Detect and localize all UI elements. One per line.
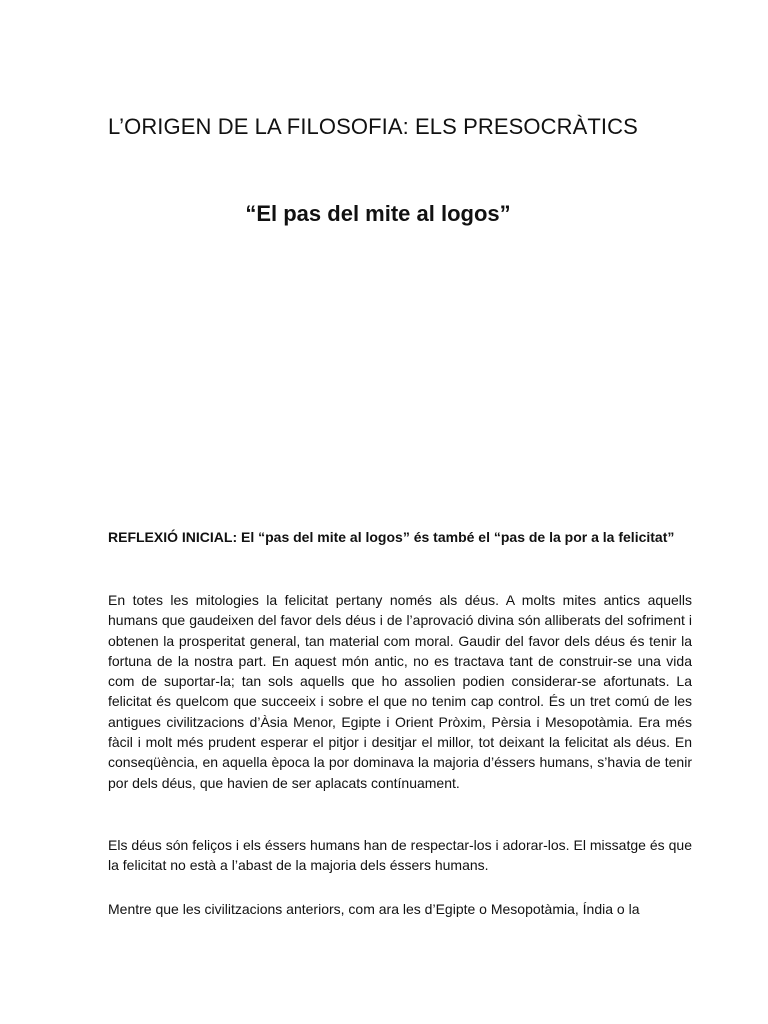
section-heading: REFLEXIÓ INICIAL: El “pas del mite al logos” és també el “pas de la por a la felicitat” [108,529,675,545]
page-subtitle: “El pas del mite al logos” [245,201,511,226]
paragraph: En totes les mitologies la felicitat pertany només als déus. A molts mites antics aquells humans que gaudeixen del favor dels déus i de l’aprovació divina són alliberats del sofriment i obtenen la prosperitat general, tan material com moral. Gaudir del favor dels déus és tenir la fortuna de la nostra part. En aquest món antic, no es tractava tant de construir-se una vida com de suportar-la; tan sols aquells que ho assolien podien considerar-se afortunats. La felicitat és quelcom que succeeix i sobre el que no tenim cap control. És un tret comú de les antigues civilitzacions d’Àsia Menor, Egipte i Orient Pròxim, Pèrsia i Mesopotàmia. Era més fàcil i molt més prudent esperar el pitjor i desitjar el millor, tot deixant la felicitat als déus. En conseqüència, en aquella època la por dominava la majoria d’éssers humans, s’havia de tenir por dels déus, que havien de ser aplacats contínuament. [108,592,692,791]
page-title: L’ORIGEN DE LA FILOSOFIA: ELS PRESOCRÀTICS [108,114,638,139]
paragraph: Els déus són feliços i els éssers humans han de respectar-los i adorar-los. El missatge és que la felicitat no està a l’abast de la majoria dels éssers humans. [108,837,692,874]
paragraph: Mentre que les civilitzacions anteriors, com ara les d’Egipte o Mesopotàmia, Índia o la [108,901,640,917]
